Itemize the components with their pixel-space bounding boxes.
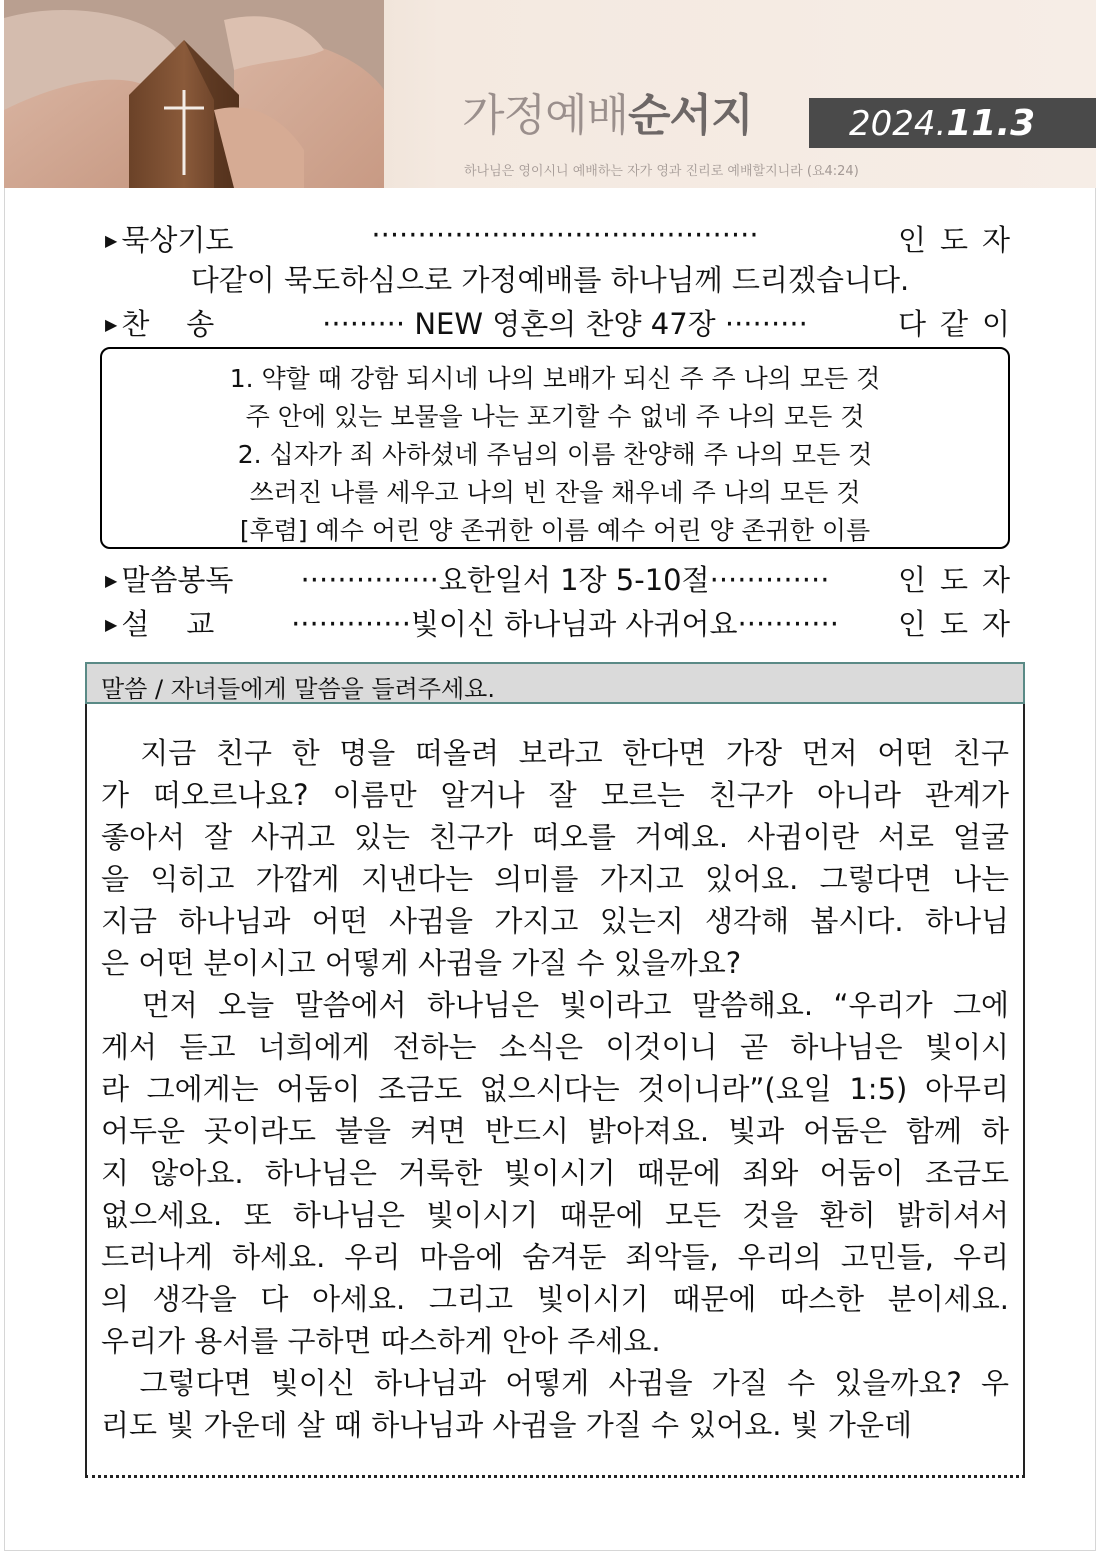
sermon-line: 드러나게 하세요. 우리 마음에 숨겨둔 죄악들, 우리의 고민들, 우리 <box>101 1240 1009 1274</box>
sermon-line: 지금 하나님과 어떤 사귐을 가지고 있는지 생각해 봅시다. 하나님 <box>101 904 1009 938</box>
sermon-line: 은 어떤 분이시고 어떻게 사귐을 가질 수 있을까요? <box>101 946 742 980</box>
sermon-line: 의 생각을 다 아세요. 그리고 빛이시기 때문에 따스한 분이세요. <box>101 1282 1009 1316</box>
sermon-heading: 말씀 / 자녀들에게 말씀을 들려주세요. <box>101 675 495 703</box>
order-hymn-row: ▶ 찬 송 ········· NEW 영혼의 찬양 47장 ········· 다같이 <box>105 307 1024 341</box>
sermon-heading-bar <box>85 662 1025 704</box>
sermon-line: 좋아서 잘 사귀고 있는 친구가 떠오를 거예요. 사귐이란 서로 얼굴 <box>101 820 1009 854</box>
sermon-line: 지금 친구 한 명을 떠올려 보라고 한다면 가장 먼저 어떤 친구 <box>101 736 1009 770</box>
hands-house-cross-photo <box>4 0 384 188</box>
triangle-bullet-icon: ▶ <box>105 615 118 634</box>
service-date: 2024.11.3 <box>849 103 1036 144</box>
sermon-line: 어두운 곳이라도 불을 켜면 반드시 밝아져요. 빛과 어둠은 함께 하 <box>101 1114 1009 1148</box>
sermon-line: 그렇다면 빛이신 하나님과 어떻게 사귐을 가질 수 있을까요? 우 <box>101 1366 1009 1400</box>
prayer-intro: 다같이 묵도하심으로 가정예배를 하나님께 드리겠습니다. <box>190 263 910 297</box>
hymn-lyrics-box <box>100 347 1010 549</box>
sermon-line: 우리가 용서를 구하면 따스하게 안아 주세요. <box>101 1324 661 1358</box>
sermon-line: 라 그에게는 어둠이 조금도 없으시다는 것이니라”(요일 1:5) 아무리 <box>101 1072 1009 1106</box>
sermon-line: 가 떠오르나요? 이름만 알거나 잘 모르는 친구가 아니라 관계가 <box>101 778 1009 812</box>
sermon-line: 지 않아요. 하나님은 거룩한 빛이시기 때문에 죄와 어둠이 조금도 <box>101 1156 1009 1190</box>
order-sermon-row: ▶ 설 교 ·············빛이신 하나님과 사귀어요··········· 인도자 <box>105 607 1024 641</box>
order-prayer-row: ▶ 묵상기도 ·········································· 인도자 <box>105 218 1024 257</box>
hymn-lyric-line: 주 안에 있는 보물을 나는 포기할 수 없네 주 나의 모든 것 <box>245 402 865 431</box>
hymn-lyric-line: 1. 약할 때 강함 되시네 나의 보배가 되신 주 주 나의 모든 것 <box>229 364 881 393</box>
triangle-bullet-icon: ▶ <box>105 315 118 334</box>
triangle-bullet-icon: ▶ <box>105 231 118 250</box>
sermon-line: 게서 듣고 너희에게 전하는 소식은 이것이니 곧 하나님은 빛이시 <box>101 1030 1009 1064</box>
triangle-bullet-icon: ▶ <box>105 571 118 590</box>
sermon-line: 먼저 오늘 말씀에서 하나님은 빛이라고 말씀해요. “우리가 그에 <box>101 988 1009 1022</box>
sermon-line: 리도 빛 가운데 살 때 하나님과 사귐을 가질 수 있어요. 빛 가운데 <box>101 1408 912 1442</box>
header-banner <box>4 0 1096 188</box>
hymn-lyric-line: 쓰러진 나를 세우고 나의 빈 잔을 채우네 주 나의 모든 것 <box>249 478 861 507</box>
sermon-line: 없으세요. 또 하나님은 빛이시기 때문에 모든 것을 환히 밝히셔서 <box>101 1198 1009 1232</box>
bulletin-title: 가정예배순서지 <box>462 90 753 141</box>
header-verse: 하나님은 영이시니 예배하는 자가 영과 진리로 예배할지니라 (요4:24) <box>464 164 859 179</box>
date-box <box>809 98 1096 148</box>
sermon-line: 을 익히고 가깝게 지낸다는 의미를 가지고 있어요. 그렇다면 나는 <box>101 862 1009 896</box>
dotted-divider <box>85 1475 1025 1478</box>
hymn-lyric-line: [후렴] 예수 어린 양 존귀한 이름 예수 어린 양 존귀한 이름 <box>239 516 871 545</box>
order-reading-row: ▶ 말씀봉독 ···············요한일서 1장 5-10절············· 인도자 <box>105 563 1024 597</box>
hymn-lyric-line: 2. 십자가 죄 사하셨네 주님의 이름 찬양해 주 나의 모든 것 <box>237 440 873 469</box>
